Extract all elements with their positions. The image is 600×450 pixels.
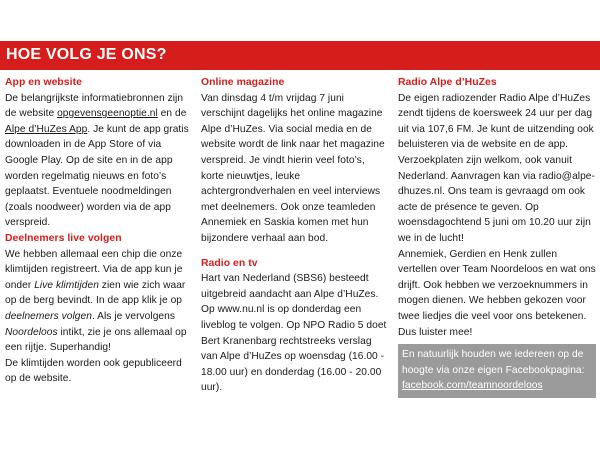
header-banner [0, 41, 600, 70]
app-website-paragraph: De belangrijkste informatiebronnen zijn de website opgevensgeenoptie.nl en de Alpe d’HuZes App. Je kunt de app gratis downloaden in de App Store of via Google Play. Op de site en in de app worden regelmatig nieuws en foto’s geplaatst. Eventuele noodmeldingen (zoals noodweer) worden via de app verspreid. [5, 92, 189, 229]
facebook-callout-text: En natuurlijk houden we iedereen op de hoogte via onze eigen Facebookpagina: [402, 349, 585, 376]
facebook-link[interactable]: facebook.com/teamnoordeloos [402, 380, 543, 392]
section-heading-app: App en website [5, 77, 82, 88]
radio-alpe-paragraph-2: Annemiek, Gerdien en Henk zullen vertellen over Team Noordeloos en wat ons drijft. Ook hebben we verzoeknummers in mogen dienen. We hebben gekozen voor twee liedjes die veel voor ons betekenen. Dus luister mee! [398, 248, 596, 338]
website-link[interactable]: opgevensgeenoptie.nl [57, 108, 158, 120]
climb-times-paragraph: De klimtijden worden ook gepubliceerd op de website. [5, 357, 182, 385]
section-heading-radio-tv: Radio en tv [201, 257, 258, 269]
radio-alpe-paragraph: De eigen radiozender Radio Alpe d’HuZes zendt tijdens de koersweek 24 uur per dag uit via 107,6 FM. Je kunt de uitzending ook beluisteren via de website en de app. Verzoekplaten zijn welkom, ook vanuit Nederland. Aanvragen kan via radio@alpe-dhuzes.nl. Ons team is gevraagd om ook acte de présence te geven. Op woensdagochtend 5 juni om 10.20 uur zijn we in de lucht! [398, 92, 595, 244]
facebook-callout [398, 344, 596, 398]
section-heading-radio-alpe: Radio Alpe d’HuZes [398, 77, 497, 88]
live-follow-paragraph: We hebben allemaal een chip die onze klimtijden registreert. Via de app kun je onder Live klimtijden zien wie zich waar op de berg bevindt. In de app klik je op deelnemers volgen. Als je vervolgens Noordeloos intikt, zie je ons allemaal op een rijtje. Superhandig! [5, 248, 187, 354]
magazine-paragraph: Van dinsdag 4 t/m vrijdag 7 juni verschijnt dagelijks het online magazine Alpe d’HuZes. Via social media en de website wordt de link naar het magazine verspreid. Je vindt hierin veel foto’s, korte nieuwtjes, leuke achtergrondverhalen en veel interviews met deelnemers. Ook onze teamleden Annemiek en Saskia komen met hun bijzondere verhaal aan bod. [201, 92, 385, 244]
radio-tv-paragraph: Hart van Nederland (SBS6) besteedt uitgebreid aandacht aan Alpe d’HuZes. Op www.nu.nl is op donderdag een liveblog te volgen. Op NPO Radio 5 doet Bert Kranenbarg rechtstreeks verslag van Alpe d’HuZes op woensdag (16.00 - 18.00 uur) en donderdag (16.00 - 20.00 uur). [201, 273, 387, 394]
column-middle [201, 75, 389, 396]
page-title: HOE VOLG JE ONS? [6, 46, 167, 63]
column-left [5, 75, 193, 387]
section-heading-live: Deelnemers live volgen [5, 232, 122, 244]
column-right [398, 75, 596, 398]
section-heading-magazine: Online magazine [201, 77, 285, 88]
app-link[interactable]: Alpe d’HuZes App [5, 123, 88, 135]
